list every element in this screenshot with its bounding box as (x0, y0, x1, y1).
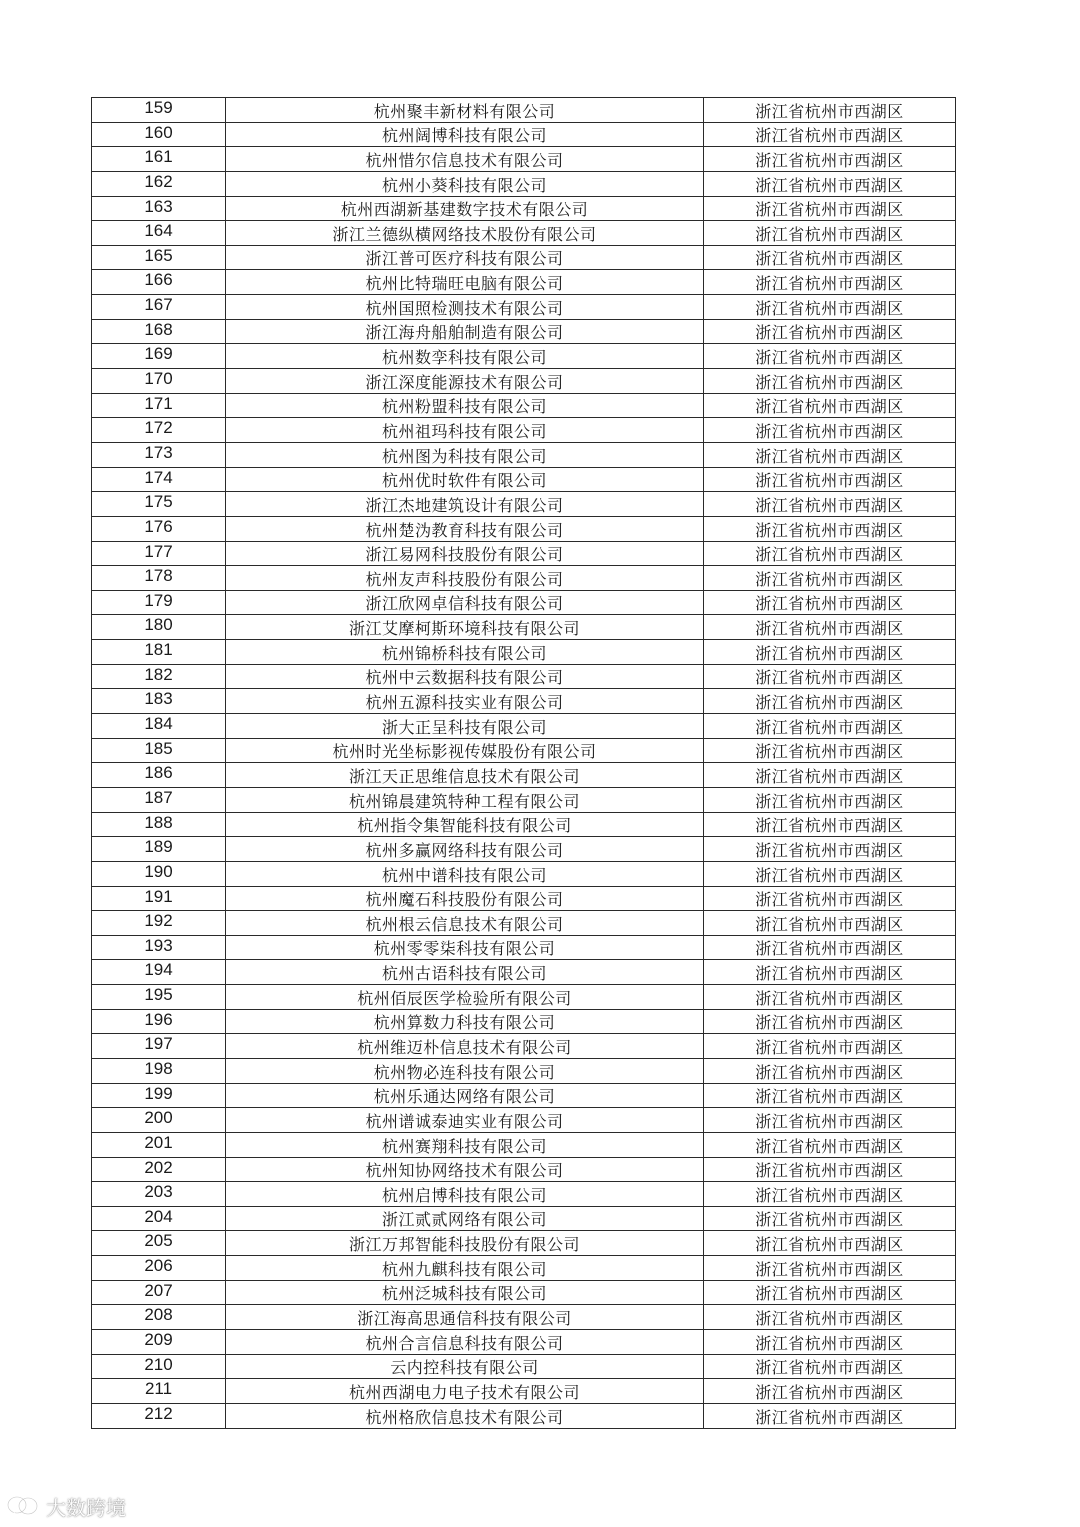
company-name: 杭州合言信息科技有限公司 (226, 1330, 704, 1355)
table-row (92, 1305, 956, 1330)
table-row (92, 393, 956, 418)
company-name: 杭州五源科技实业有限公司 (226, 689, 704, 714)
row-number: 211 (92, 1379, 226, 1404)
region-name: 浙江省杭州市西湖区 (704, 171, 956, 196)
row-number: 200 (92, 1108, 226, 1133)
row-number: 178 (92, 566, 226, 591)
region-name: 浙江省杭州市西湖区 (704, 590, 956, 615)
row-number: 203 (92, 1182, 226, 1207)
row-number: 183 (92, 689, 226, 714)
row-number: 184 (92, 714, 226, 739)
region-name: 浙江省杭州市西湖区 (704, 1034, 956, 1059)
table-row (92, 985, 956, 1010)
table-row (92, 1379, 956, 1404)
table-row (92, 1206, 956, 1231)
region-name: 浙江省杭州市西湖区 (704, 295, 956, 320)
company-name: 杭州阔博科技有限公司 (226, 122, 704, 147)
region-name: 浙江省杭州市西湖区 (704, 1009, 956, 1034)
table-row (92, 664, 956, 689)
row-number: 177 (92, 541, 226, 566)
region-name: 浙江省杭州市西湖区 (704, 886, 956, 911)
row-number: 164 (92, 221, 226, 246)
table-row (92, 221, 956, 246)
company-name: 杭州楚沩教育科技有限公司 (226, 516, 704, 541)
row-number: 193 (92, 935, 226, 960)
table-row (92, 344, 956, 369)
row-number: 201 (92, 1132, 226, 1157)
table-row (92, 492, 956, 517)
region-name: 浙江省杭州市西湖区 (704, 1379, 956, 1404)
region-name: 浙江省杭州市西湖区 (704, 763, 956, 788)
company-name: 浙江普可医疗科技有限公司 (226, 245, 704, 270)
row-number: 195 (92, 985, 226, 1010)
row-number: 207 (92, 1280, 226, 1305)
region-name: 浙江省杭州市西湖区 (704, 1206, 956, 1231)
region-name: 浙江省杭州市西湖区 (704, 418, 956, 443)
row-number: 160 (92, 122, 226, 147)
row-number: 204 (92, 1206, 226, 1231)
company-name: 杭州西湖新基建数字技术有限公司 (226, 196, 704, 221)
region-name: 浙江省杭州市西湖区 (704, 1058, 956, 1083)
region-name: 浙江省杭州市西湖区 (704, 1083, 956, 1108)
region-name: 浙江省杭州市西湖区 (704, 196, 956, 221)
table-row (92, 1009, 956, 1034)
row-number: 186 (92, 763, 226, 788)
company-name: 杭州惜尔信息技术有限公司 (226, 147, 704, 172)
row-number: 185 (92, 738, 226, 763)
row-number: 171 (92, 393, 226, 418)
company-name: 浙江深度能源技术有限公司 (226, 369, 704, 394)
table-row (92, 861, 956, 886)
company-name: 浙江贰贰网络有限公司 (226, 1206, 704, 1231)
region-name: 浙江省杭州市西湖区 (704, 566, 956, 591)
table-row (92, 812, 956, 837)
company-name: 云内控科技有限公司 (226, 1354, 704, 1379)
company-name: 杭州小葵科技有限公司 (226, 171, 704, 196)
row-number: 209 (92, 1330, 226, 1355)
row-number: 162 (92, 171, 226, 196)
company-name: 杭州聚丰新材料有限公司 (226, 98, 704, 123)
table-row (92, 122, 956, 147)
region-name: 浙江省杭州市西湖区 (704, 467, 956, 492)
company-name: 杭州锦晨建筑特种工程有限公司 (226, 787, 704, 812)
region-name: 浙江省杭州市西湖区 (704, 442, 956, 467)
table-row (92, 1182, 956, 1207)
table-row (92, 442, 956, 467)
company-list-table (91, 97, 956, 1429)
company-name: 浙江天正思维信息技术有限公司 (226, 763, 704, 788)
row-number: 163 (92, 196, 226, 221)
row-number: 189 (92, 837, 226, 862)
row-number: 170 (92, 369, 226, 394)
table-row (92, 566, 956, 591)
region-name: 浙江省杭州市西湖区 (704, 147, 956, 172)
row-number: 172 (92, 418, 226, 443)
table-row (92, 935, 956, 960)
table-body (92, 98, 956, 1429)
table-row (92, 1034, 956, 1059)
row-number: 167 (92, 295, 226, 320)
company-name: 浙江易网科技股份有限公司 (226, 541, 704, 566)
region-name: 浙江省杭州市西湖区 (704, 714, 956, 739)
row-number: 187 (92, 787, 226, 812)
table-row (92, 245, 956, 270)
table-row (92, 418, 956, 443)
table-row (92, 787, 956, 812)
company-name: 杭州锦桥科技有限公司 (226, 640, 704, 665)
company-name: 杭州数孪科技有限公司 (226, 344, 704, 369)
table-row (92, 147, 956, 172)
region-name: 浙江省杭州市西湖区 (704, 738, 956, 763)
company-name: 杭州知协网络技术有限公司 (226, 1157, 704, 1182)
row-number: 196 (92, 1009, 226, 1034)
region-name: 浙江省杭州市西湖区 (704, 516, 956, 541)
region-name: 浙江省杭州市西湖区 (704, 319, 956, 344)
table-row (92, 295, 956, 320)
table-row (92, 196, 956, 221)
row-number: 161 (92, 147, 226, 172)
company-name: 杭州乐通达网络有限公司 (226, 1083, 704, 1108)
company-name: 浙江兰德纵横网络技术股份有限公司 (226, 221, 704, 246)
region-name: 浙江省杭州市西湖区 (704, 1330, 956, 1355)
company-name: 杭州九麒科技有限公司 (226, 1256, 704, 1281)
table-row (92, 738, 956, 763)
row-number: 173 (92, 442, 226, 467)
row-number: 202 (92, 1157, 226, 1182)
company-name: 浙江海舟船舶制造有限公司 (226, 319, 704, 344)
table-row (92, 837, 956, 862)
company-name: 杭州优时软件有限公司 (226, 467, 704, 492)
company-name: 杭州祖玛科技有限公司 (226, 418, 704, 443)
region-name: 浙江省杭州市西湖区 (704, 1157, 956, 1182)
company-name: 杭州魔石科技股份有限公司 (226, 886, 704, 911)
table-row (92, 98, 956, 123)
company-name: 杭州算数力科技有限公司 (226, 1009, 704, 1034)
company-name: 杭州古语科技有限公司 (226, 960, 704, 985)
region-name: 浙江省杭州市西湖区 (704, 935, 956, 960)
region-name: 浙江省杭州市西湖区 (704, 1108, 956, 1133)
region-name: 浙江省杭州市西湖区 (704, 541, 956, 566)
region-name: 浙江省杭州市西湖区 (704, 960, 956, 985)
table-row (92, 467, 956, 492)
company-name: 杭州多赢网络科技有限公司 (226, 837, 704, 862)
table-row (92, 541, 956, 566)
table-row (92, 714, 956, 739)
company-name: 杭州粉盟科技有限公司 (226, 393, 704, 418)
table-row (92, 319, 956, 344)
table-row (92, 689, 956, 714)
table-row (92, 1403, 956, 1428)
company-name: 杭州中云数据科技有限公司 (226, 664, 704, 689)
company-name: 杭州泛城科技有限公司 (226, 1280, 704, 1305)
region-name: 浙江省杭州市西湖区 (704, 1305, 956, 1330)
table-row (92, 640, 956, 665)
region-name: 浙江省杭州市西湖区 (704, 270, 956, 295)
row-number: 175 (92, 492, 226, 517)
table-row (92, 369, 956, 394)
region-name: 浙江省杭州市西湖区 (704, 615, 956, 640)
region-name: 浙江省杭州市西湖区 (704, 393, 956, 418)
table-row (92, 1231, 956, 1256)
table-row (92, 1354, 956, 1379)
chat-bubble-logo-icon (6, 1494, 40, 1518)
region-name: 浙江省杭州市西湖区 (704, 787, 956, 812)
row-number: 188 (92, 812, 226, 837)
region-name: 浙江省杭州市西湖区 (704, 812, 956, 837)
table-row (92, 615, 956, 640)
region-name: 浙江省杭州市西湖区 (704, 245, 956, 270)
row-number: 206 (92, 1256, 226, 1281)
row-number: 179 (92, 590, 226, 615)
region-name: 浙江省杭州市西湖区 (704, 492, 956, 517)
region-name: 浙江省杭州市西湖区 (704, 1280, 956, 1305)
table-row (92, 1256, 956, 1281)
table-row (92, 590, 956, 615)
table-row (92, 516, 956, 541)
region-name: 浙江省杭州市西湖区 (704, 861, 956, 886)
row-number: 169 (92, 344, 226, 369)
region-name: 浙江省杭州市西湖区 (704, 1403, 956, 1428)
company-name: 杭州物必连科技有限公司 (226, 1058, 704, 1083)
region-name: 浙江省杭州市西湖区 (704, 98, 956, 123)
company-name: 杭州谱诚泰迪实业有限公司 (226, 1108, 704, 1133)
company-name: 杭州佰辰医学检验所有限公司 (226, 985, 704, 1010)
region-name: 浙江省杭州市西湖区 (704, 221, 956, 246)
region-name: 浙江省杭州市西湖区 (704, 911, 956, 936)
company-name: 浙江杰地建筑设计有限公司 (226, 492, 704, 517)
watermark-text: 大数跨境 (46, 1495, 126, 1520)
row-number: 198 (92, 1058, 226, 1083)
row-number: 197 (92, 1034, 226, 1059)
company-name: 浙江万邦智能科技股份有限公司 (226, 1231, 704, 1256)
table-row (92, 1330, 956, 1355)
row-number: 166 (92, 270, 226, 295)
row-number: 176 (92, 516, 226, 541)
company-name: 浙江欣网卓信科技有限公司 (226, 590, 704, 615)
row-number: 174 (92, 467, 226, 492)
region-name: 浙江省杭州市西湖区 (704, 1256, 956, 1281)
row-number: 212 (92, 1403, 226, 1428)
region-name: 浙江省杭州市西湖区 (704, 344, 956, 369)
company-name: 杭州友声科技股份有限公司 (226, 566, 704, 591)
row-number: 192 (92, 911, 226, 936)
region-name: 浙江省杭州市西湖区 (704, 1182, 956, 1207)
company-name: 浙大正呈科技有限公司 (226, 714, 704, 739)
row-number: 181 (92, 640, 226, 665)
table-row (92, 886, 956, 911)
region-name: 浙江省杭州市西湖区 (704, 1231, 956, 1256)
region-name: 浙江省杭州市西湖区 (704, 1354, 956, 1379)
company-name: 杭州时光坐标影视传媒股份有限公司 (226, 738, 704, 763)
table-row (92, 1132, 956, 1157)
region-name: 浙江省杭州市西湖区 (704, 689, 956, 714)
table-row (92, 960, 956, 985)
region-name: 浙江省杭州市西湖区 (704, 837, 956, 862)
company-name: 杭州指令集智能科技有限公司 (226, 812, 704, 837)
company-name: 杭州零零柒科技有限公司 (226, 935, 704, 960)
company-name: 杭州西湖电力电子技术有限公司 (226, 1379, 704, 1404)
row-number: 210 (92, 1354, 226, 1379)
row-number: 190 (92, 861, 226, 886)
region-name: 浙江省杭州市西湖区 (704, 369, 956, 394)
row-number: 194 (92, 960, 226, 985)
table-row (92, 171, 956, 196)
region-name: 浙江省杭州市西湖区 (704, 1132, 956, 1157)
region-name: 浙江省杭州市西湖区 (704, 985, 956, 1010)
table-row (92, 1058, 956, 1083)
region-name: 浙江省杭州市西湖区 (704, 640, 956, 665)
row-number: 180 (92, 615, 226, 640)
region-name: 浙江省杭州市西湖区 (704, 122, 956, 147)
company-name: 浙江艾摩柯斯环境科技有限公司 (226, 615, 704, 640)
table-row (92, 270, 956, 295)
company-name: 杭州启博科技有限公司 (226, 1182, 704, 1207)
company-name: 杭州国照检测技术有限公司 (226, 295, 704, 320)
company-name: 杭州图为科技有限公司 (226, 442, 704, 467)
watermark (6, 1493, 126, 1519)
row-number: 168 (92, 319, 226, 344)
company-name: 杭州中谱科技有限公司 (226, 861, 704, 886)
table-row (92, 1083, 956, 1108)
company-name: 杭州格欣信息技术有限公司 (226, 1403, 704, 1428)
row-number: 199 (92, 1083, 226, 1108)
company-name: 杭州比特瑞旺电脑有限公司 (226, 270, 704, 295)
table-row (92, 1108, 956, 1133)
company-name: 杭州赛翔科技有限公司 (226, 1132, 704, 1157)
row-number: 182 (92, 664, 226, 689)
row-number: 205 (92, 1231, 226, 1256)
company-name: 浙江海高思通信科技有限公司 (226, 1305, 704, 1330)
company-name: 杭州维迈朴信息技术有限公司 (226, 1034, 704, 1059)
table-row (92, 1157, 956, 1182)
company-name: 杭州根云信息技术有限公司 (226, 911, 704, 936)
row-number: 208 (92, 1305, 226, 1330)
table-row (92, 763, 956, 788)
row-number: 191 (92, 886, 226, 911)
table-row (92, 1280, 956, 1305)
region-name: 浙江省杭州市西湖区 (704, 664, 956, 689)
table-row (92, 911, 956, 936)
row-number: 165 (92, 245, 226, 270)
row-number: 159 (92, 98, 226, 123)
